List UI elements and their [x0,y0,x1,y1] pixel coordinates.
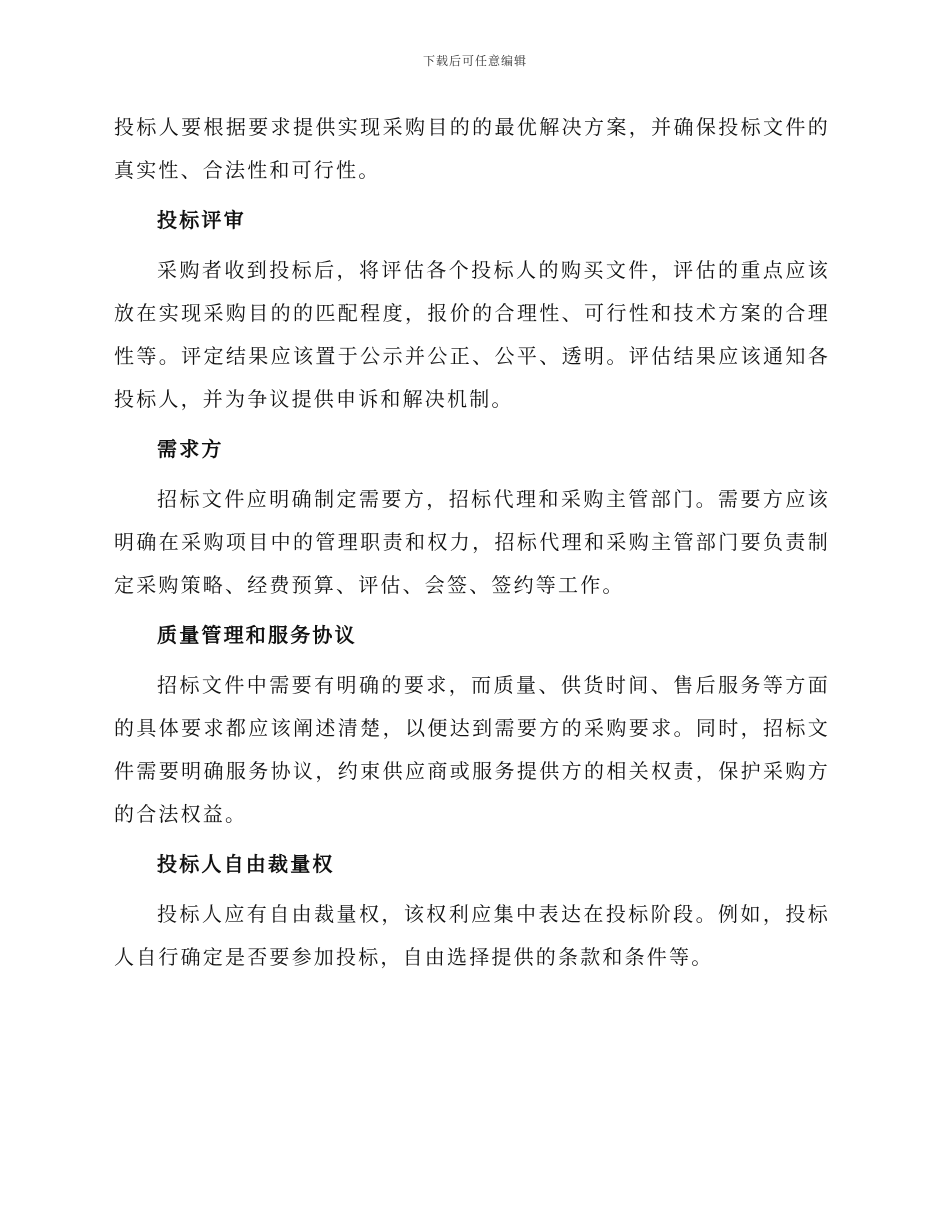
paragraph-intro: 投标人要根据要求提供实现采购目的的最优解决方案，并确保投标文件的真实性、合法性和可行性。 [114,115,830,182]
section-heading-quality-service: 质量管理和服务协议 [157,623,357,647]
paragraph-demand-side: 招标文件应明确制定需要方，招标代理和采购主管部门。需要方应该明确在采购项目中的管理职责和权力，招标代理和采购主管部门要负责制定采购策略、经费预算、评估、会签、签约等工作。 [114,487,830,597]
section-heading-demand-side: 需求方 [157,437,224,461]
paragraph-quality-service: 招标文件中需要有明确的要求，而质量、供货时间、售后服务等方面的具体要求都应该阐述清楚，以便达到需要方的采购要求。同时，招标文件需要明确服务协议，约束供应商或服务提供方的相关权责，保护采购方的合法权益。 [114,673,830,826]
paragraph-bid-review: 采购者收到投标后，将评估各个投标人的购买文件，评估的重点应该放在实现采购目的的匹配程度，报价的合理性、可行性和技术方案的合理性等。评定结果应该置于公示并公正、公平、透明。评估结果应该通知各投标人，并为争议提供申诉和解决机制。 [114,258,830,411]
document-body [114,106,830,979]
section-heading-bidder-discretion: 投标人自由裁量权 [157,852,335,876]
paragraph-bidder-discretion: 投标人应有自由裁量权，该权利应集中表达在投标阶段。例如，投标人自行确定是否要参加投标，自由选择提供的条款和条件等。 [114,902,830,969]
section-heading-bid-review: 投标评审 [157,208,246,232]
page-header-note: 下载后可任意编辑 [422,54,527,68]
